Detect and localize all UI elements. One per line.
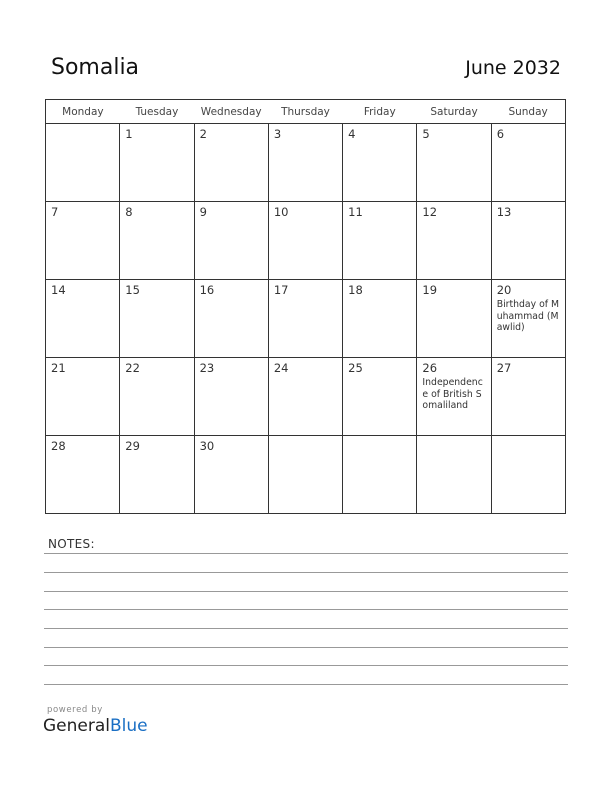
day-number: 15: [125, 283, 140, 297]
weekday-thursday: Thursday: [268, 100, 342, 124]
calendar-day-cell: [194, 280, 268, 358]
calendar-day-cell: [46, 358, 120, 436]
day-number: 9: [199, 205, 207, 219]
calendar-day-cell: [343, 202, 417, 280]
day-number: 6: [496, 127, 505, 141]
day-number: 1: [125, 127, 133, 141]
generalblue-logo: [43, 716, 148, 736]
day-number: 16: [199, 283, 215, 297]
note-line: [44, 647, 568, 648]
calendar-day-cell: [268, 436, 342, 514]
day-number: 3: [273, 127, 282, 141]
day-number: 26: [422, 361, 438, 375]
day-number: 11: [348, 205, 363, 219]
day-number: 25: [348, 361, 363, 375]
calendar-month-title: June 2032: [465, 57, 561, 79]
calendar-day-cell: [268, 202, 342, 280]
calendar-day-cell: [268, 280, 342, 358]
calendar-day-cell: [120, 202, 194, 280]
weekday-sunday: Sunday: [491, 100, 565, 124]
brand-blue-text: Blue: [110, 716, 148, 736]
calendar-body: [46, 124, 566, 514]
calendar-day-cell: [417, 202, 491, 280]
weekday-friday: Friday: [343, 100, 417, 124]
calendar-day-cell: [491, 280, 565, 358]
calendar-week-row: [46, 202, 566, 280]
calendar-day-cell: [268, 358, 342, 436]
calendar-day-cell: [46, 280, 120, 358]
calendar-country-title: Somalia: [51, 55, 140, 80]
calendar-day-cell: [491, 358, 565, 436]
calendar-day-cell: [417, 124, 491, 202]
day-number: 29: [125, 439, 140, 453]
day-number: 24: [273, 361, 289, 375]
day-number: 2: [199, 127, 207, 141]
day-number: 27: [496, 361, 512, 375]
day-number: 22: [125, 361, 140, 375]
day-number: 8: [125, 205, 133, 219]
calendar-day-cell: [268, 124, 342, 202]
note-line: [44, 684, 568, 685]
note-line: [44, 628, 568, 629]
day-number: 23: [199, 361, 215, 375]
calendar-week-row: [46, 124, 566, 202]
day-number: 28: [51, 439, 66, 453]
day-number: 14: [51, 283, 66, 297]
calendar-day-cell: [491, 436, 565, 514]
day-number: 18: [348, 283, 363, 297]
note-line: [44, 572, 568, 573]
calendar-grid: [45, 99, 566, 514]
calendar-day-cell: [343, 358, 417, 436]
note-line: [44, 591, 568, 592]
calendar-day-cell: [417, 280, 491, 358]
weekday-saturday: Saturday: [417, 100, 491, 124]
calendar-day-cell: [120, 124, 194, 202]
day-number: 7: [51, 205, 59, 219]
day-number: 17: [273, 283, 289, 297]
calendar-day-cell: [194, 124, 268, 202]
day-number: 20: [496, 283, 512, 297]
weekday-tuesday: Tuesday: [120, 100, 194, 124]
calendar-day-cell: [343, 124, 417, 202]
brand-general-text: General: [43, 716, 110, 736]
note-line: [44, 665, 568, 666]
day-number: 21: [51, 361, 66, 375]
note-line: [44, 609, 568, 610]
day-number: 10: [273, 205, 289, 219]
day-number: 30: [199, 439, 215, 453]
calendar-week-row: [46, 436, 566, 514]
calendar-day-cell: [120, 436, 194, 514]
day-number: 13: [496, 205, 512, 219]
note-line: [44, 553, 568, 554]
calendar-day-cell: [417, 436, 491, 514]
calendar-week-row: [46, 280, 566, 358]
calendar-day-cell: [46, 202, 120, 280]
calendar-day-cell: [120, 280, 194, 358]
calendar-day-cell: [46, 436, 120, 514]
day-number: 12: [422, 205, 438, 219]
calendar-day-cell: [120, 358, 194, 436]
calendar-day-cell: [417, 358, 491, 436]
weekday-wednesday: Wednesday: [194, 100, 268, 124]
calendar-day-cell: [194, 358, 268, 436]
day-number: 4: [348, 127, 356, 141]
calendar-day-cell: [194, 436, 268, 514]
day-number: 19: [422, 283, 438, 297]
weekday-header-row: [46, 100, 566, 124]
day-number: 5: [422, 127, 430, 141]
holiday-label: Independence of British Somaliland: [422, 377, 483, 411]
calendar-day-cell: [194, 202, 268, 280]
notes-label: NOTES:: [48, 537, 95, 551]
calendar-week-row: [46, 358, 566, 436]
calendar-day-cell: [491, 202, 565, 280]
calendar-day-cell: [46, 124, 120, 202]
holiday-label: Birthday of Muhammad (Mawlid): [496, 299, 560, 333]
calendar-day-cell: [343, 436, 417, 514]
powered-by-text: powered by: [47, 705, 103, 715]
calendar-day-cell: [491, 124, 565, 202]
weekday-monday: Monday: [46, 100, 120, 124]
calendar-day-cell: [343, 280, 417, 358]
